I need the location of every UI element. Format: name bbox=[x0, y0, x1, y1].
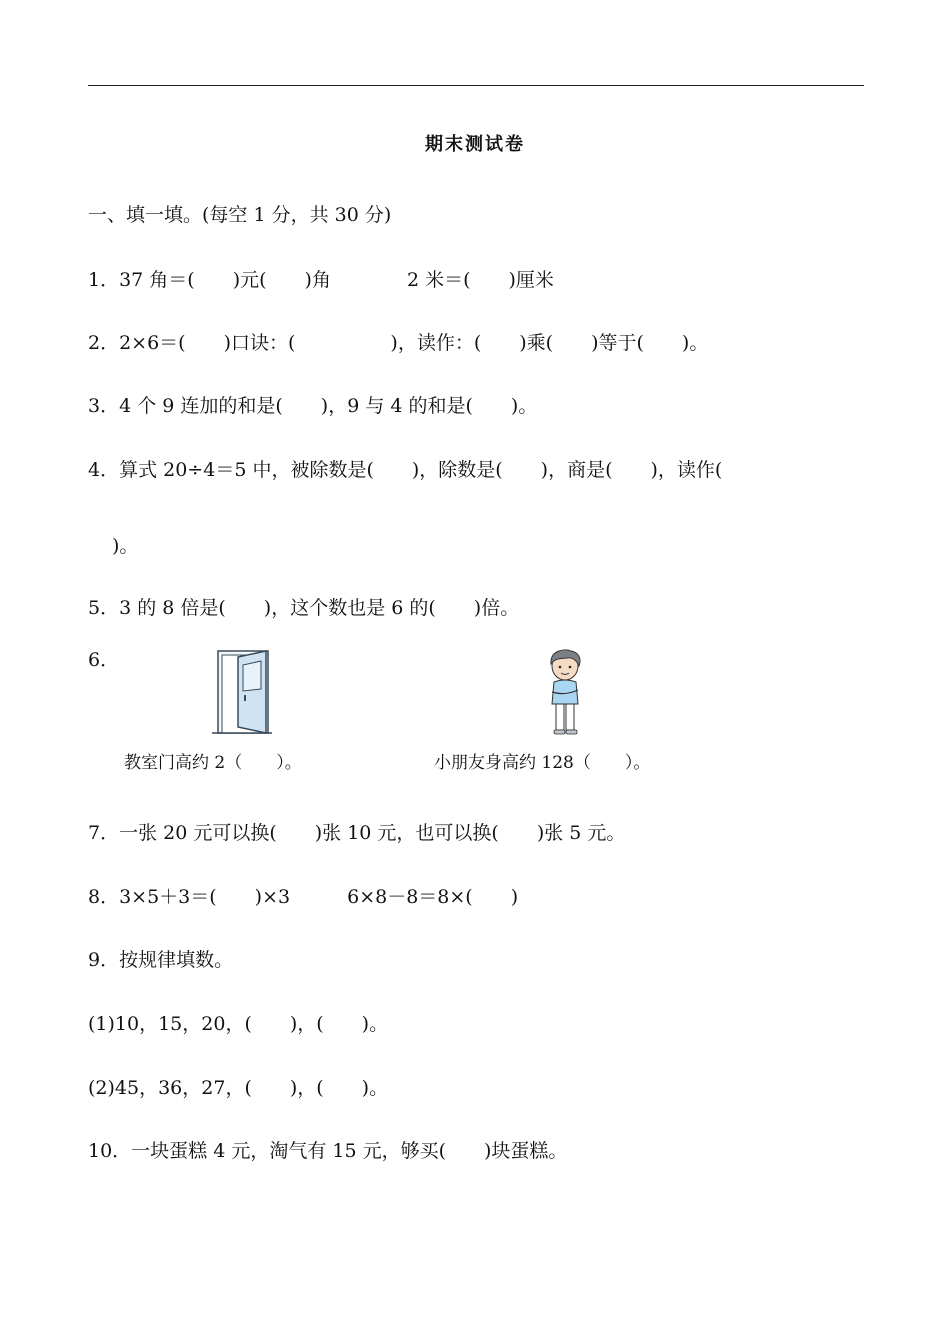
question-8: 8．3×5＋3＝( )×3 6×8－8＝8×( ) bbox=[88, 886, 519, 908]
child-caption: 小朋友身高约 128（ ）。 bbox=[434, 753, 651, 773]
section-heading: 一、填一填。(每空 1 分，共 30 分) bbox=[88, 204, 392, 226]
question-1: 1．37 角＝( )元( )角 2 米＝( )厘米 bbox=[88, 269, 554, 291]
question-2: 2．2×6＝( )口诀：( )，读作：( )乘( )等于( )。 bbox=[88, 332, 709, 354]
child-illustration bbox=[538, 648, 592, 736]
question-6-label: 6． bbox=[88, 649, 120, 671]
question-7: 7．一张 20 元可以换( )张 10 元，也可以换( )张 5 元。 bbox=[88, 822, 626, 844]
question-4-line-1: 4．算式 20÷4＝5 中，被除数是( )，除数是( )，商是( )，读作( bbox=[88, 459, 723, 481]
page-title: 期末测试卷 bbox=[425, 134, 525, 155]
question-10: 10．一块蛋糕 4 元，淘气有 15 元，够买( )块蛋糕。 bbox=[88, 1140, 568, 1162]
door-caption: 教室门高约 2（ ）。 bbox=[124, 753, 302, 773]
question-4-line-2: )。 bbox=[112, 535, 139, 557]
question-9: 9．按规律填数。 bbox=[88, 949, 234, 971]
door-illustration bbox=[208, 647, 274, 737]
question-9-part-2: (2)45，36，27，( )，( )。 bbox=[88, 1077, 389, 1099]
question-5: 5．3 的 8 倍是( )，这个数也是 6 的( )倍。 bbox=[88, 597, 520, 619]
question-3: 3．4 个 9 连加的和是( )，9 与 4 的和是( )。 bbox=[88, 395, 538, 417]
question-9-part-1: (1)10，15，20，( )，( )。 bbox=[88, 1013, 389, 1035]
header-rule bbox=[88, 85, 864, 86]
